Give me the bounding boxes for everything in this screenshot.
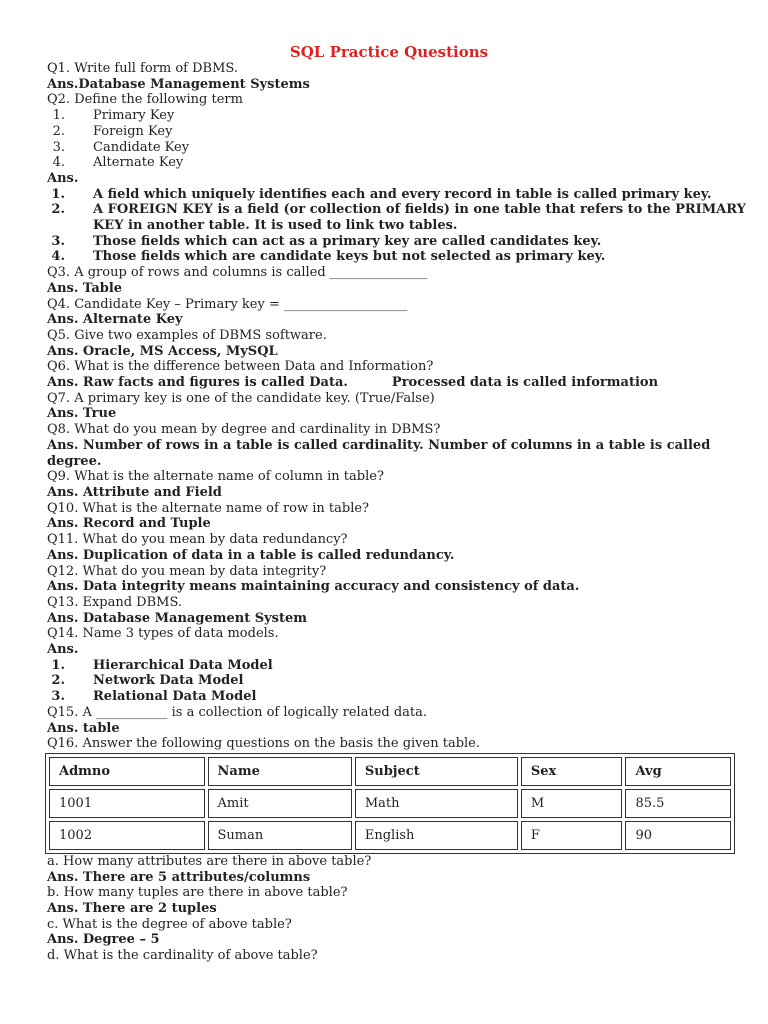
page-title: SQL Practice Questions <box>289 43 489 61</box>
question-line: Q3. A group of rows and columns is called _______________ <box>47 265 428 281</box>
list-text: Foreign Key <box>93 123 173 139</box>
answer-line: Ans. Table <box>47 280 123 296</box>
list-text: A field which uniquely identifies each and every record in table is called primary key. <box>93 186 712 202</box>
list-item <box>47 108 747 124</box>
answer-line: Ans. Data integrity means maintaining accuracy and consistency of data. <box>47 579 580 595</box>
list-text: A FOREIGN KEY is a field (or collection of fields) in one table that refers to the PRIMARY KEY in another table. It is used to link two tables. <box>93 202 746 234</box>
table-cell: 90 <box>625 821 731 850</box>
q2-ans-label: Ans. <box>47 170 79 186</box>
q9-q14-section <box>47 469 747 657</box>
list-number: 3. <box>51 689 65 705</box>
table-cell: F <box>521 821 623 850</box>
question-line: Q2. Define the following term <box>47 92 243 108</box>
answer-line: Ans. Oracle, MS Access, MySQL <box>47 343 278 359</box>
list-number: 3. <box>51 233 65 249</box>
list-text: Those fields which can act as a primary key are called candidates key. <box>93 233 602 249</box>
question-line: Q16. Answer the following questions on the basis the given table. <box>47 736 481 752</box>
question-line: Q11. What do you mean by data redundancy? <box>47 532 348 548</box>
question-line: Q13. Expand DBMS. <box>47 594 183 610</box>
list-text: Those fields which are candidate keys but not selected as primary key. <box>93 249 606 265</box>
list-item <box>47 249 747 265</box>
list-number: 2. <box>52 123 65 139</box>
answer-line: Ans.Database Management Systems <box>47 76 310 92</box>
q3-q5-section <box>47 265 747 359</box>
answer-line: Ans. table <box>47 720 120 736</box>
question-line: b. How many tuples are there in above table? <box>47 885 348 901</box>
table-cell: English <box>355 821 518 850</box>
question-line: Q10. What is the alternate name of row in table? <box>47 500 370 516</box>
answer-line: Ans. True <box>47 406 117 422</box>
q8-answer: Ans. Number of rows in a table is called cardinality. Number of columns in a table is called degree. <box>47 437 711 469</box>
list-number: 1. <box>51 657 65 673</box>
list-number: 2. <box>51 673 65 689</box>
question-line: Q12. What do you mean by data integrity? <box>47 563 327 579</box>
list-text: Alternate Key <box>93 155 184 171</box>
table-cell: Math <box>355 789 518 818</box>
q6-answer-information: Processed data is called information <box>391 375 659 391</box>
q1-q2-section <box>47 61 747 108</box>
q7-q8-section <box>47 391 747 438</box>
table-cell: Amit <box>208 789 352 818</box>
list-number: 1. <box>52 108 65 124</box>
list-item <box>47 202 747 233</box>
list-item <box>47 124 747 140</box>
q6-question: Q6. What is the difference between Data and Information? <box>47 359 434 375</box>
list-item <box>47 658 747 674</box>
list-number: 4. <box>51 249 65 265</box>
list-number: 2. <box>51 202 65 218</box>
table-header-cell: Admno <box>49 757 205 786</box>
table-header-cell: Sex <box>521 757 623 786</box>
question-line: Q5. Give two examples of DBMS software. <box>47 327 327 343</box>
list-text: Primary Key <box>93 108 175 124</box>
list-item <box>47 187 747 203</box>
question-line: d. What is the cardinality of above table? <box>47 948 318 964</box>
question-line: Q8. What do you mean by degree and cardinality in DBMS? <box>47 422 441 438</box>
answer-line: Ans. <box>47 642 79 658</box>
q2-terms-list <box>47 108 747 171</box>
q15-q16-section <box>47 705 747 752</box>
list-number: 1. <box>51 186 65 202</box>
list-item <box>47 234 747 250</box>
question-line: Q9. What is the alternate name of column in table? <box>47 469 384 485</box>
list-text: Candidate Key <box>93 139 190 155</box>
q6-answer <box>47 375 747 391</box>
table-cell: Suman <box>208 821 352 850</box>
student-table <box>45 753 735 854</box>
question-line: c. What is the degree of above table? <box>47 916 292 932</box>
table-header-cell: Subject <box>355 757 518 786</box>
list-text: Hierarchical Data Model <box>93 657 273 673</box>
question-line: Q1. Write full form of DBMS. <box>47 61 238 76</box>
question-line: Q7. A primary key is one of the candidate key. (True/False) <box>47 390 435 406</box>
table-row <box>49 789 731 818</box>
table-header-cell: Avg <box>625 757 731 786</box>
list-number: 3. <box>52 139 65 155</box>
q6-answer-data: Ans. Raw facts and figures is called Data. <box>47 375 348 391</box>
table-cell: M <box>521 789 623 818</box>
answer-line: Ans. There are 2 tuples <box>47 901 217 917</box>
q14-answers-list <box>47 658 747 705</box>
table-header-row <box>49 757 731 786</box>
list-text: Relational Data Model <box>93 689 257 705</box>
answer-line: Ans. Attribute and Field <box>47 484 222 500</box>
list-text: Network Data Model <box>93 673 244 689</box>
document-body <box>47 61 747 964</box>
answer-line: Ans. Degree – 5 <box>47 932 160 948</box>
table-cell: 1001 <box>49 789 205 818</box>
answer-line: Ans. Duplication of data in a table is called redundancy. <box>47 547 455 563</box>
question-line: Q4. Candidate Key – Primary key = ___________________ <box>47 296 408 312</box>
question-line: Q14. Name 3 types of data models. <box>47 626 279 642</box>
table-cell: 85.5 <box>625 789 731 818</box>
question-line: a. How many attributes are there in above table? <box>47 853 372 869</box>
list-item <box>47 673 747 689</box>
list-number: 4. <box>52 155 65 171</box>
table-row <box>49 821 731 850</box>
q16-subquestions <box>47 854 747 964</box>
answer-line: Ans. Database Management System <box>47 610 308 626</box>
answer-line: Ans. Record and Tuple <box>47 516 211 532</box>
q2-answers-list <box>47 187 747 266</box>
answer-line: Ans. There are 5 attributes/columns <box>47 869 311 885</box>
table-header-cell: Name <box>208 757 352 786</box>
list-item <box>47 140 747 156</box>
list-item <box>47 155 747 171</box>
answer-line: Ans. Alternate Key <box>47 312 183 328</box>
table-cell: 1002 <box>49 821 205 850</box>
list-item <box>47 689 747 705</box>
question-line: Q15. A ___________ is a collection of logically related data. <box>47 704 427 720</box>
